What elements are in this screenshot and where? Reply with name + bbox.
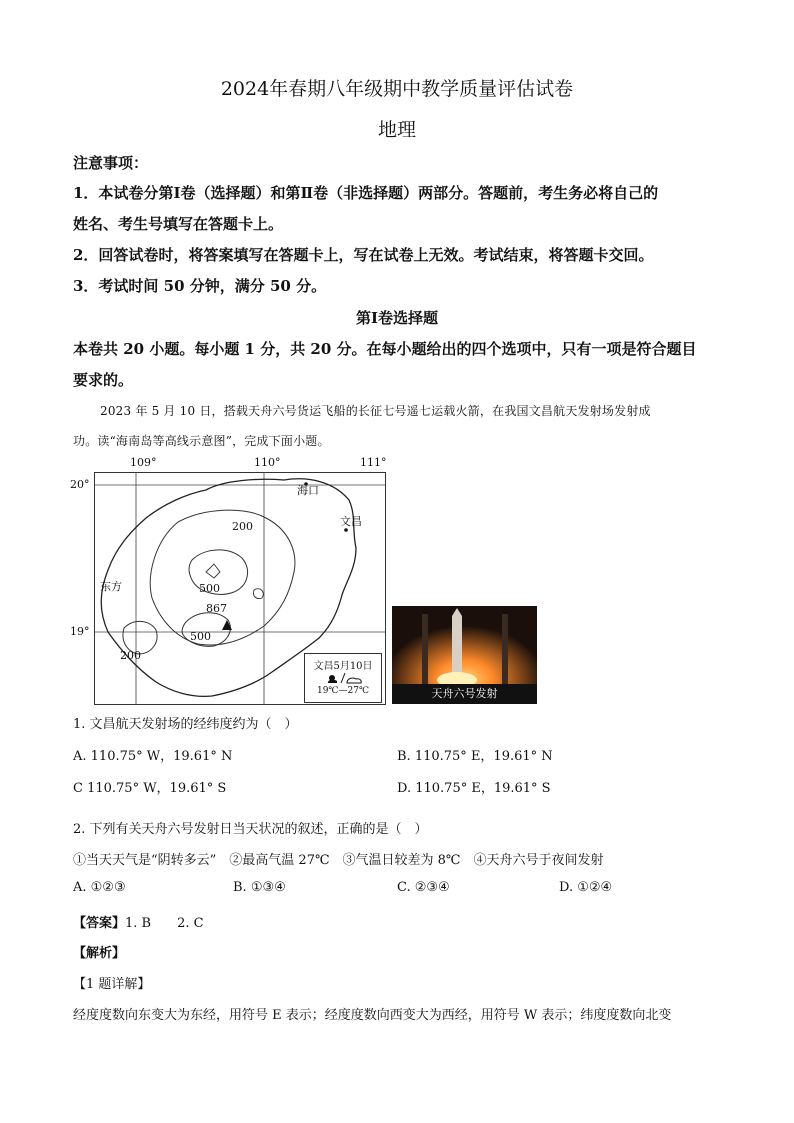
weather-temp: 19℃—27℃ [316,686,370,696]
q1-option-b: B. 110.75° E，19.61° N [397,749,553,764]
section-1-heading: 第Ⅰ卷选择题 [355,309,439,327]
q2-option-c: C. ②③④ [397,880,450,895]
lat-label-19: 19° [70,625,90,638]
contour-label-200-north: 200 [232,520,253,533]
section-1-intro-line-1: 本卷共 20 小题。每小题 1 分，共 20 分。在每小题给出的四个选项中，只有一项是符合题目 [73,340,697,358]
q2-statements: ①当天天气是“阴转多云” ②最高气温 27℃ ③气温日较差为 8℃ ④天舟六号于夜间发射 [73,853,604,868]
notice-item-1-line-2: 姓名、考生号填写在答题卡上。 [73,215,284,233]
weather-title: 文昌5月10日 [313,661,373,672]
exam-title: 2024年春期八年级期中教学质量评估试卷 [220,78,574,100]
q2-option-d: D. ①②④ [559,880,613,895]
passage-line-2: 功。读“海南岛等高线示意图”，完成下面小题。 [73,434,330,448]
contour-label-500-north: 500 [199,582,220,595]
notice-heading: 注意事项： [73,154,149,172]
peak-elevation: 867 [206,602,227,615]
notice-item-1-line-1: 1．本试卷分第Ⅰ卷（选择题）和第Ⅱ卷（非选择题）两部分。答题前，考生务必将自己的 [73,184,659,202]
contour-label-500-south: 500 [190,630,211,643]
q2-stem: 2. 下列有关天舟六号发射日当天状况的叙述，正确的是（ ） [73,822,428,837]
rocket-body [452,616,462,676]
cloud-icon [328,680,337,683]
notice-item-2: 2．回答试卷时，将答案填写在答题卡上，写在试卷上无效。考试结束，将答题卡交回。 [73,246,654,264]
place-haikou: 海口 [297,484,319,497]
exam-subject: 地理 [377,119,416,141]
analysis-label: 【解析】 [73,946,126,961]
cloudy-icon [347,678,361,683]
q1-stem: 1. 文昌航天发射场的经纬度约为（ ） [73,717,298,732]
analysis-text: 经度度数向东变大为东经，用符号 E 表示；经度度数向西变大为西经，用符号 W 表示；纬度度数向北变 [73,1008,672,1023]
analysis-detail-label: 【1 题详解】 [73,977,151,992]
weather-icons [325,671,363,685]
answer-row [73,912,204,931]
weather-legend [304,653,382,703]
passage-line-1: 2023 年 5 月 10 日，搭载天舟六号货运飞船的长征七号遥七运载火箭，在我国文昌航天发射场发射成 [100,404,651,418]
q1-option-a: A. 110.75° W，19.61° N [73,749,233,764]
q2-option-b: B. ①③④ [233,880,286,895]
lon-label-111: 111° [360,456,387,469]
place-dongfang: 东方 [100,580,122,593]
q1-option-c: C 110.75° W，19.61° S [73,781,227,796]
lon-label-109: 109° [130,456,157,469]
contour-label-200-west: 200 [120,649,141,662]
q1-option-d: D. 110.75° E，19.61° S [397,781,551,796]
answer-value: 1. B 2. C [125,916,204,931]
answer-label: 【答案】 [73,916,126,931]
q2-option-a: A. ①②③ [73,880,126,895]
slash-divider [341,673,345,683]
hainan-contour-map [70,456,387,705]
lat-label-20: 20° [70,478,90,491]
notice-item-3: 3．考试时间 50 分钟，满分 50 分。 [73,277,327,295]
photo-caption: 天舟六号发射 [392,684,537,704]
lon-label-110: 110° [254,456,281,469]
launch-photo [392,606,537,704]
place-wenchang: 文昌 [340,515,362,528]
section-1-intro-line-2: 要求的。 [73,371,134,389]
